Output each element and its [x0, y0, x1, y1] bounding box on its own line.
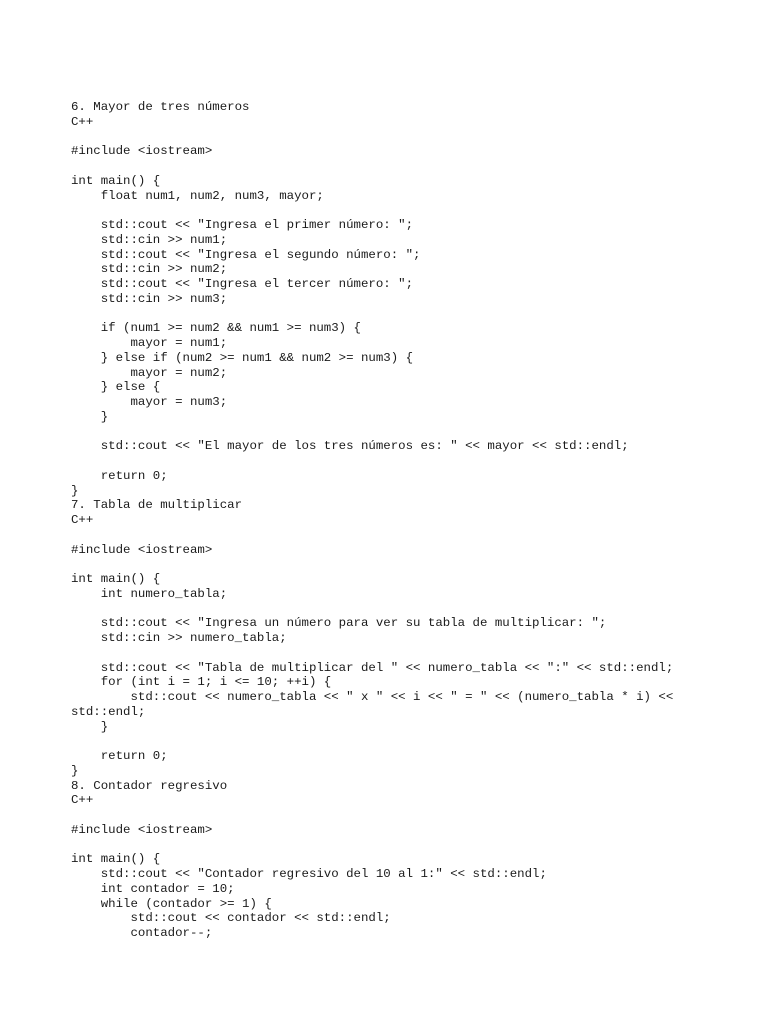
code-line: int main() { [71, 173, 161, 188]
code-line: std::cout << "El mayor de los tres números es: " << mayor << std::endl; [71, 439, 629, 454]
code-line [71, 159, 761, 174]
language-label: C++ [71, 793, 94, 808]
code-line [71, 808, 761, 823]
code-line: std::cout << "Tabla de multiplicar del " << numero_tabla << ":" << std::endl; [71, 660, 674, 675]
code-line: int contador = 10; [71, 881, 235, 896]
code-line: mayor = num1; [71, 336, 228, 350]
code-line: std::endl; [71, 704, 146, 719]
code-line: mayor = num3; [71, 395, 228, 409]
code-line: contador--; [71, 926, 213, 940]
code-line [71, 307, 761, 322]
code-line [71, 425, 761, 440]
code-line [71, 734, 761, 749]
code-line: std::cin >> num1; [71, 232, 228, 247]
code-line [71, 838, 761, 853]
code-listing [71, 100, 761, 941]
code-line: std::cout << "Ingresa el primer número: "; [71, 218, 414, 232]
code-line: if (num1 >= num2 && num1 >= num3) { [71, 321, 361, 336]
code-line: #include <iostream> [71, 144, 213, 159]
code-line [71, 557, 761, 572]
code-line [71, 130, 761, 145]
code-line [71, 528, 761, 543]
code-line [71, 203, 761, 218]
code-line: int numero_tabla; [71, 586, 228, 601]
section-title: 8. Contador regresivo [71, 778, 228, 793]
code-line: } [71, 763, 79, 778]
code-line: #include <iostream> [71, 822, 213, 837]
code-line: mayor = num2; [71, 365, 228, 380]
code-line: std::cout << "Contador regresivo del 10 al 1:" << std::endl; [71, 867, 547, 881]
code-line: return 0; [71, 468, 168, 483]
section-title: 6. Mayor de tres números [71, 100, 250, 114]
language-label: C++ [71, 513, 94, 527]
code-line: } [71, 483, 79, 498]
code-line: std::cin >> numero_tabla; [71, 631, 287, 645]
code-line: std::cout << "Ingresa un número para ver su tabla de multiplicar: "; [71, 616, 607, 631]
code-line: std::cout << "Ingresa el tercer número: "; [71, 277, 414, 291]
code-line: std::cout << numero_tabla << " x " << i << " = " << (numero_tabla * i) << [71, 690, 674, 704]
code-line: } [71, 719, 109, 734]
code-line: int main() { [71, 852, 161, 867]
code-line [71, 602, 761, 617]
code-line: std::cin >> num2; [71, 262, 228, 277]
code-line: #include <iostream> [71, 542, 213, 557]
code-line: } else if (num2 >= num1 && num2 >= num3) { [71, 350, 414, 365]
code-line: } [71, 409, 109, 424]
code-line [71, 454, 761, 469]
code-line: for (int i = 1; i <= 10; ++i) { [71, 675, 332, 690]
code-line: int main() { [71, 572, 161, 586]
code-line: while (contador >= 1) { [71, 896, 272, 911]
code-line: } else { [71, 380, 161, 395]
code-line: return 0; [71, 749, 168, 763]
code-line: std::cout << "Ingresa el segundo número: "; [71, 247, 421, 262]
code-line: float num1, num2, num3, mayor; [71, 188, 324, 203]
code-line: std::cout << contador << std::endl; [71, 911, 391, 926]
code-line: std::cin >> num3; [71, 291, 228, 306]
section-title: 7. Tabla de multiplicar [71, 498, 243, 513]
code-line [71, 646, 761, 661]
language-label: C++ [71, 114, 94, 129]
